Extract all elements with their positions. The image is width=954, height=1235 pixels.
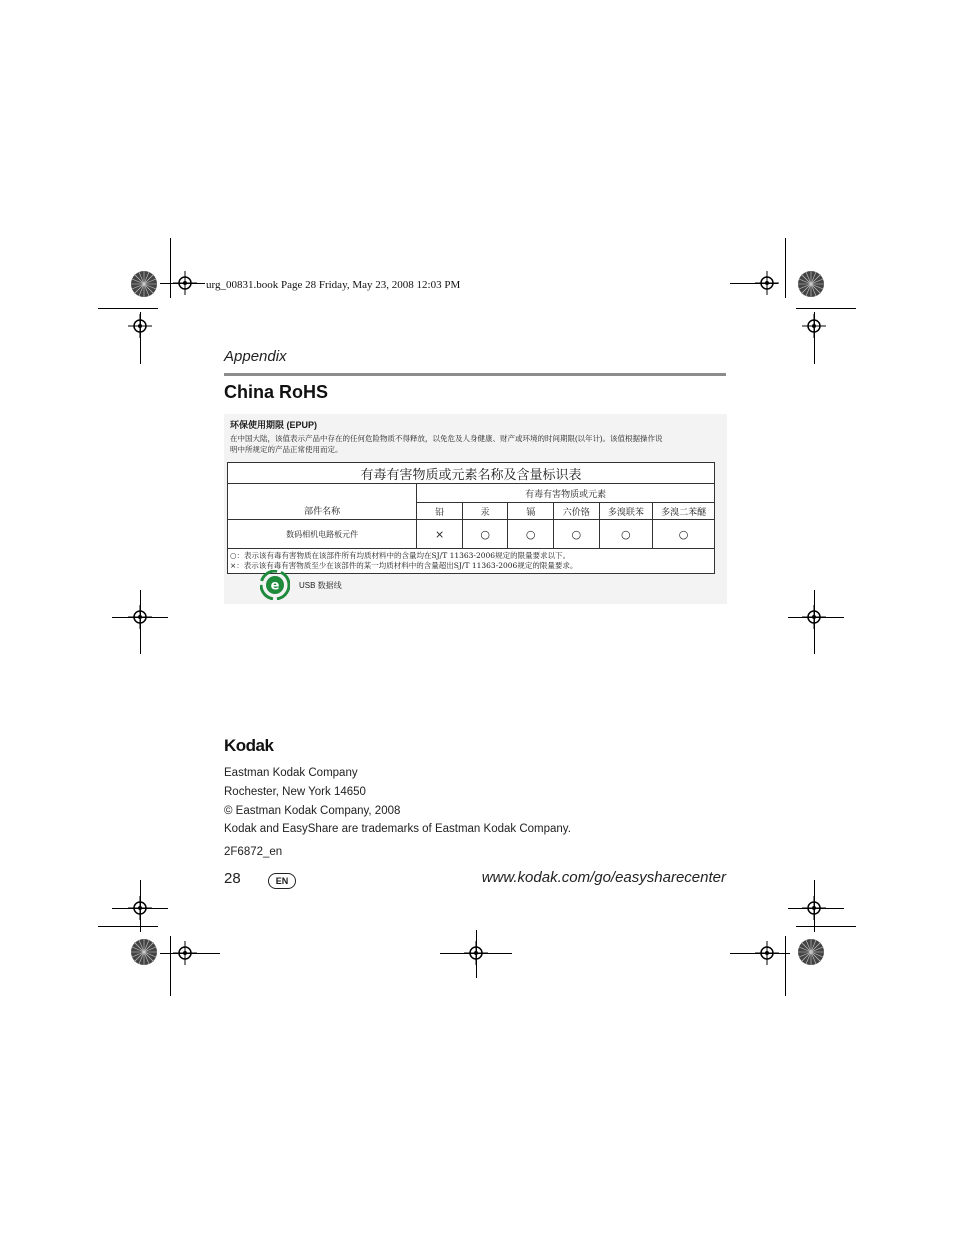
trademark-line: Kodak and EasyShare are trademarks of Eastman Kodak Company. — [224, 823, 571, 835]
registration-target-icon — [128, 605, 152, 629]
substances-header: 有毒有害物质或元素 — [417, 484, 715, 503]
registration-target-icon — [755, 271, 779, 295]
crop-mark — [796, 926, 856, 927]
crop-mark — [170, 238, 171, 298]
epup-e-icon — [260, 570, 290, 600]
table-notes — [228, 549, 715, 574]
crop-mark — [785, 936, 786, 996]
mark-cell: ○ — [462, 520, 508, 549]
part-name-cell: 数码相机电路板元件 — [228, 520, 417, 549]
note-circle: ○：表示该有毒有害物质在该部件所有均质材料中的含量均在SJ/T 11363-2006规定的限量要求以下。 — [230, 551, 571, 560]
epup-description-line: 在中国大陆，该值表示产品中存在的任何危险物质不得释放，以免危及人身健康、财产或环境的时间期限(以年计)。该值根据操作说 — [230, 434, 663, 443]
substance-header: 多溴联苯 — [599, 503, 653, 520]
crop-mark — [170, 936, 171, 996]
section-label: Appendix — [224, 348, 287, 365]
kodak-logo: Kodak — [224, 736, 274, 755]
crop-mark — [785, 238, 786, 298]
mark-cell: ○ — [653, 520, 715, 549]
note-cross: ×：表示该有毒有害物质至少在该部件的某一均质材料中的含量超出SJ/T 11363-2006规定的限量要求。 — [230, 561, 578, 570]
substance-header: 镉 — [508, 503, 554, 520]
crop-mark — [796, 308, 856, 309]
registration-target-icon — [802, 605, 826, 629]
registration-target-icon — [802, 896, 826, 920]
page-number: 28 — [224, 870, 241, 887]
language-badge: EN — [268, 873, 296, 889]
print-header: urg_00831.book Page 28 Friday, May 23, 2008 12:03 PM — [206, 279, 461, 291]
address-line: Rochester, New York 14650 — [224, 786, 366, 798]
substance-header: 铅 — [417, 503, 463, 520]
header-rule — [224, 373, 726, 376]
registration-target-icon — [128, 896, 152, 920]
registration-target-icon — [464, 941, 488, 965]
epup-description-line: 明中所规定的产品正常使用而定。 — [230, 445, 343, 454]
starburst-target-icon — [797, 938, 825, 966]
registration-target-icon — [173, 271, 197, 295]
table-caption: 有毒有害物质或元素名称及含量标识表 — [228, 463, 715, 484]
svg-text:e: e — [270, 578, 280, 594]
part-name-header: 部件名称 — [228, 484, 417, 520]
substance-header: 汞 — [462, 503, 508, 520]
crop-mark — [98, 926, 158, 927]
starburst-target-icon — [797, 270, 825, 298]
table-row — [228, 520, 715, 549]
hazardous-substances-table — [227, 462, 715, 574]
registration-target-icon — [802, 314, 826, 338]
starburst-target-icon — [130, 270, 158, 298]
support-url[interactable]: www.kodak.com/go/easysharecenter — [481, 869, 726, 886]
usb-cable-label: USB 数据线 — [299, 581, 342, 590]
registration-target-icon — [755, 941, 779, 965]
mark-cell: × — [417, 520, 463, 549]
starburst-target-icon — [130, 938, 158, 966]
substance-header: 多溴二苯醚 — [653, 503, 715, 520]
page-title: China RoHS — [224, 382, 329, 402]
mark-cell: ○ — [508, 520, 554, 549]
mark-cell: ○ — [599, 520, 653, 549]
mark-cell: ○ — [553, 520, 599, 549]
crop-mark — [98, 308, 158, 309]
registration-target-icon — [173, 941, 197, 965]
document-code: 2F6872_en — [224, 846, 283, 858]
epup-title: 环保使用期限 (EPUP) — [230, 420, 318, 430]
substance-header: 六价铬 — [553, 503, 599, 520]
address-line: Eastman Kodak Company — [224, 767, 358, 779]
rohs-panel — [224, 414, 727, 604]
copyright-line: © Eastman Kodak Company, 2008 — [224, 805, 401, 817]
registration-target-icon — [128, 314, 152, 338]
